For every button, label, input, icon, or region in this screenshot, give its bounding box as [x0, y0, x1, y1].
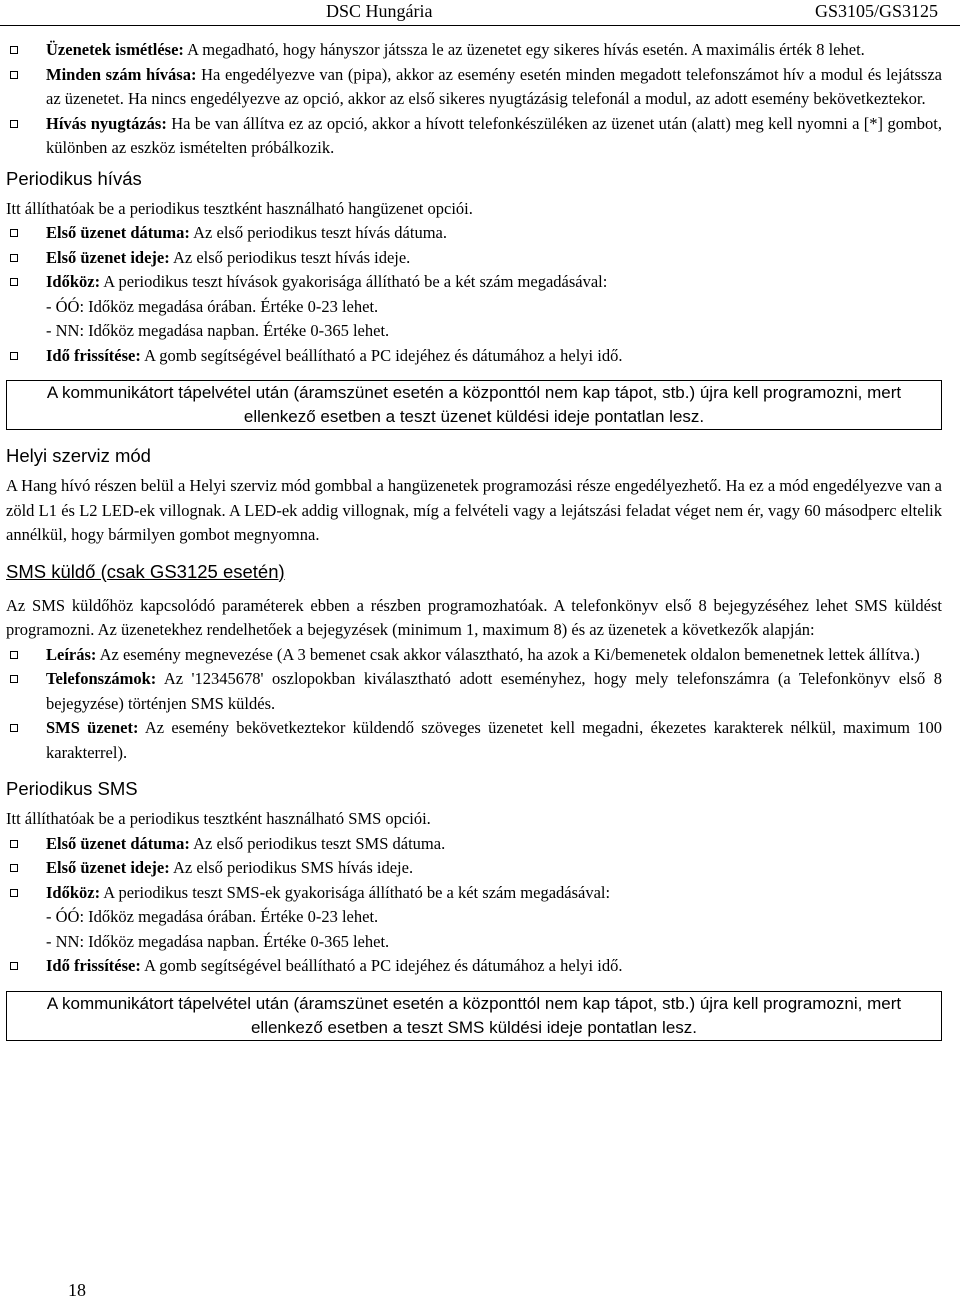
page-content [6, 38, 942, 1041]
checkbox-bullet-icon [10, 675, 18, 683]
list-item [6, 667, 942, 716]
list-item [6, 643, 942, 668]
item-term: Időköz: [46, 272, 101, 291]
checkbox-bullet-icon [10, 229, 18, 237]
sub-line: - ÓÓ: Időköz megadása órában. Értéke 0-23 lehet. [46, 907, 379, 926]
section-title-local-service: Helyi szerviz mód [6, 445, 151, 466]
list-item [6, 38, 942, 63]
checkbox-bullet-icon [10, 962, 18, 970]
item-term: Üzenetek ismétlése: [46, 40, 184, 59]
item-text: Ha be van állítva ez az opció, akkor a hívott telefonkészüléken az üzenet után (alatt) meg kell nyomni a [*] gombot, különben az eszköz ismételten próbálkozik. [46, 113, 942, 157]
item-term: Telefonszámok: [46, 669, 157, 688]
checkbox-bullet-icon [10, 120, 18, 128]
item-text: A megadható, hogy hányszor játssza le az üzenetet egy sikeres hívás esetén. A maximális érték 8 lehet. [183, 40, 865, 59]
item-term: Idő frissítése: [46, 956, 141, 975]
list-item [6, 856, 942, 881]
item-term: Leírás: [46, 644, 97, 664]
list-item [6, 344, 942, 369]
item-text: Az esemény bekövetkeztekor küldendő szöveges üzenetet kell megadni, ékezetes karakterek nélkül, maximum 100 karakterrel). [46, 718, 942, 762]
item-text: Az első periodikus teszt hívás ideje. [169, 247, 411, 267]
item-term: Első üzenet ideje: [46, 858, 170, 877]
warning-note: A kommunikátort tápelvétel után (áramszünet esetén a központtól nem kap tápot, stb.) újra kell programozni, mert ellenkező esetben a teszt SMS küldési ideje pontatlan lesz. [6, 991, 942, 1041]
item-text: A periodikus teszt hívások gyakorisága állítható be a két szám megadásával: [100, 272, 608, 291]
checkbox-bullet-icon [10, 651, 18, 659]
header-model: GS3105/GS3125 [814, 1, 938, 21]
sub-line: - NN: Időköz megadása napban. Értéke 0-365 lehet. [46, 931, 390, 951]
list-item [6, 221, 942, 246]
checkbox-bullet-icon [10, 724, 18, 732]
checkbox-bullet-icon [10, 46, 18, 54]
sub-line: - NN: Időköz megadása napban. Értéke 0-365 lehet. [46, 321, 390, 340]
item-term: Első üzenet dátuma: [46, 833, 190, 853]
list-item [6, 954, 942, 979]
checkbox-bullet-icon [10, 889, 18, 897]
list-item [6, 270, 942, 295]
list-item [6, 246, 942, 271]
item-text: Az első periodikus teszt hívás dátuma. [189, 223, 447, 242]
item-text: Az esemény megnevezése (A 3 bemenet csak akkor választható, ha azok a Ki/bemenetek oldalon bemenetnek lettek állítva.) [96, 644, 920, 664]
item-text: A gomb segítségével beállítható a PC idejéhez és dátumához a helyi idő. [140, 345, 623, 365]
list-item [6, 63, 942, 112]
item-text: A gomb segítségével beállítható a PC idejéhez és dátumához a helyi idő. [140, 956, 623, 975]
section-title-periodic-sms: Periodikus SMS [6, 778, 138, 799]
item-text: Az '12345678' oszlopokban kiválasztható adott eseményhez, hogy mely telefonszámra (a Telefonkönyv első 8 bejegyzése) történjen SMS küldés. [46, 669, 942, 713]
section-paragraph: A Hang hívó részen belül a Helyi szerviz mód gombbal a hangüzenetek programozási része engedélyezhető. Ha ez a mód engedélyezve van a zöld L1 és L2 LED-ek villognak. A LED-ek addig villognak, míg a felvételi vagy a lejátszási feladat véget nem ér, vagy 60 másodperc eltelik annélkül, hogy bármilyen gombot megnyomna. [6, 476, 942, 544]
warning-note: A kommunikátort tápelvétel után (áramszünet esetén a központtól nem kap tápot, stb.) újra kell programozni, mert ellenkező esetben a teszt üzenet küldési ideje pontatlan lesz. [6, 380, 942, 430]
checkbox-bullet-icon [10, 840, 18, 848]
list-item [6, 716, 942, 765]
section-paragraph: Az SMS küldőhöz kapcsolódó paraméterek ebben a részben programozhatóak. A telefonkönyv első 8 bejegyzéséhez lehet SMS küldést programozni. Az üzenetekhez rendelhetőek a bejegyzések (minimum 1, maximum 8) és az üzenetek a következők alapján: [6, 595, 942, 639]
item-text: Az első periodikus SMS hívás ideje. [169, 858, 414, 877]
list-item [6, 832, 942, 857]
item-term: SMS üzenet: [46, 718, 139, 737]
checkbox-bullet-icon [10, 278, 18, 286]
item-text: A periodikus teszt SMS-ek gyakorisága állítható be a két szám megadásával: [100, 882, 611, 902]
item-term: Első üzenet dátuma: [46, 223, 190, 242]
item-term: Hívás nyugtázás: [46, 113, 167, 133]
item-term: Idő frissítése: [46, 345, 141, 365]
header-rule [0, 25, 960, 26]
section-title-periodic-call: Periodikus hívás [6, 167, 142, 189]
item-term: Első üzenet ideje: [46, 247, 170, 267]
list-item [6, 881, 942, 906]
checkbox-bullet-icon [10, 352, 18, 360]
section-title-sms-sender: SMS küldő (csak GS3125 esetén) [6, 560, 285, 582]
checkbox-bullet-icon [10, 864, 18, 872]
section-intro: Itt állíthatóak be a periodikus tesztként használható hangüzenet opciói. [6, 198, 473, 218]
checkbox-bullet-icon [10, 254, 18, 262]
list-item [6, 112, 942, 161]
checkbox-bullet-icon [10, 71, 18, 79]
sub-line: - ÓÓ: Időköz megadása órában. Értéke 0-23 lehet. [46, 296, 379, 316]
section-intro: Itt állíthatóak be a periodikus tesztként használható SMS opciói. [6, 809, 431, 828]
item-term: Minden szám hívása: [46, 64, 197, 84]
header-company: DSC Hungária [326, 1, 433, 21]
page-number: 18 [68, 1280, 86, 1300]
item-text: Ha engedélyezve van (pipa), akkor az esemény esetén minden megadott telefonszámot hív a modul és lejátssza az üzenetet. Ha nincs engedélyezve az opció, akkor az első sikeres nyugtázásig telefonál a modul, az adott esemény bekövetkeztekor. [46, 64, 942, 108]
item-term: Időköz: [46, 882, 101, 902]
item-text: Az első periodikus teszt SMS dátuma. [189, 833, 446, 853]
page-header [0, 0, 960, 26]
